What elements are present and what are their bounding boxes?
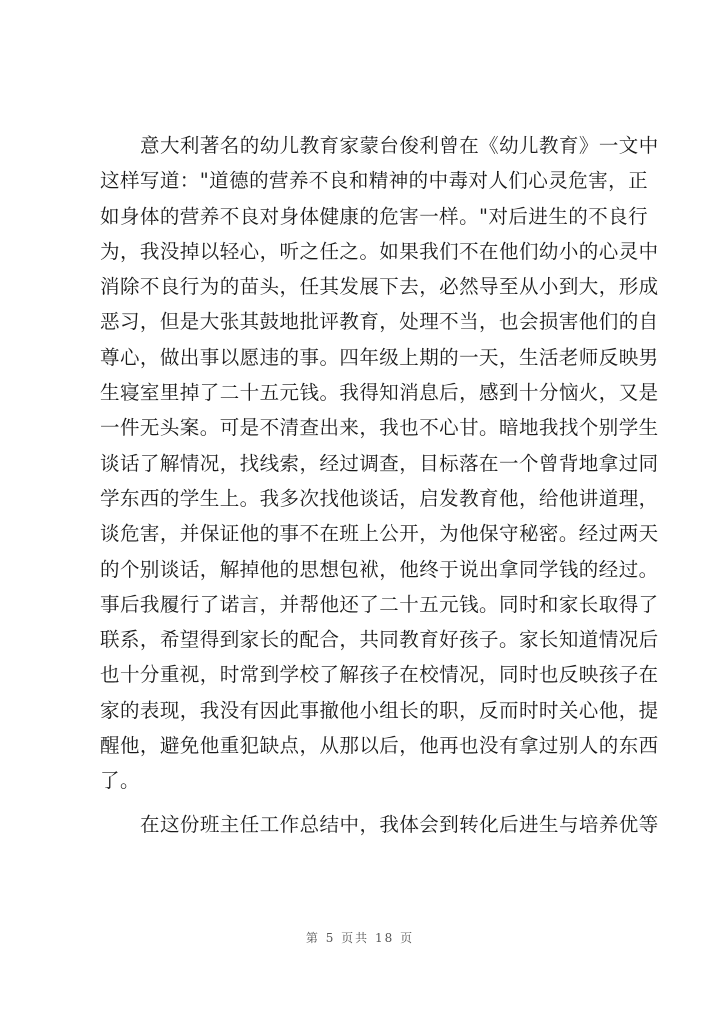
text-line: 谈危害，并保证他的事不在班上公开，为他保守秘密。经过两天 [100,522,659,546]
text-line: 消除不良行为的苗头，任其发展下去，必然导至从小到大，形成 [100,275,659,299]
page-footer: 第 5 页共 18 页 [305,931,415,945]
paragraph-gap [100,799,640,807]
text-line: 事后我履行了诺言，并帮他还了二十五元钱。同时和家长取得了 [100,592,659,616]
text-line: 这样写道："道德的营养不良和精神的中毒对人们心灵危害，正 [100,169,649,193]
paragraph-1 [100,128,659,799]
text-line: 恶习，但是大张其鼓地批评教育，处理不当，也会损害他们的自 [100,310,659,334]
text-line: 如身体的营养不良对身体健康的危害一样。"对后进生的不良行 [100,204,649,228]
text-line: 了。 [100,769,140,793]
text-line: 联系，希望得到家长的配合，共同教育好孩子。家长知道情况后 [100,628,659,652]
text-line: 在这份班主任工作总结中，我体会到转化后进生与培养优等 [140,812,659,836]
text-line: 尊心，做出事以愿违的事。四年级上期的一天，生活老师反映男 [100,345,659,369]
text-line: 意大利著名的幼儿教育家蒙台俊利曾在《幼儿教育》一文中 [140,134,659,157]
text-line: 家的表现，我没有因此事撤他小组长的职，反而时时关心他，提 [100,698,659,722]
text-line: 学东西的学生上。我多次找他谈话，启发教育他，给他讲道理， [100,486,659,510]
text-line: 的个别谈话，解掉他的思想包袱，他终于说出拿同学钱的经过。 [100,557,659,581]
body-text [100,128,659,842]
text-line: 醒他，避免他重犯缺点，从那以后，他再也没有拿过别人的东西 [100,734,659,758]
text-line: 也十分重视，时常到学校了解孩子在校情况，同时也反映孩子在 [100,663,659,687]
text-line: 谈话了解情况，找线索，经过调查，目标落在一个曾背地拿过同 [100,451,659,475]
text-line: 一件无头案。可是不清查出来，我也不心甘。暗地我找个别学生 [100,416,659,440]
text-line: 生寝室里掉了二十五元钱。我得知消息后，感到十分恼火，又是 [100,381,659,405]
paragraph-2 [100,807,659,842]
text-line: 为，我没掉以轻心，听之任之。如果我们不在他们幼小的心灵中 [100,239,659,263]
